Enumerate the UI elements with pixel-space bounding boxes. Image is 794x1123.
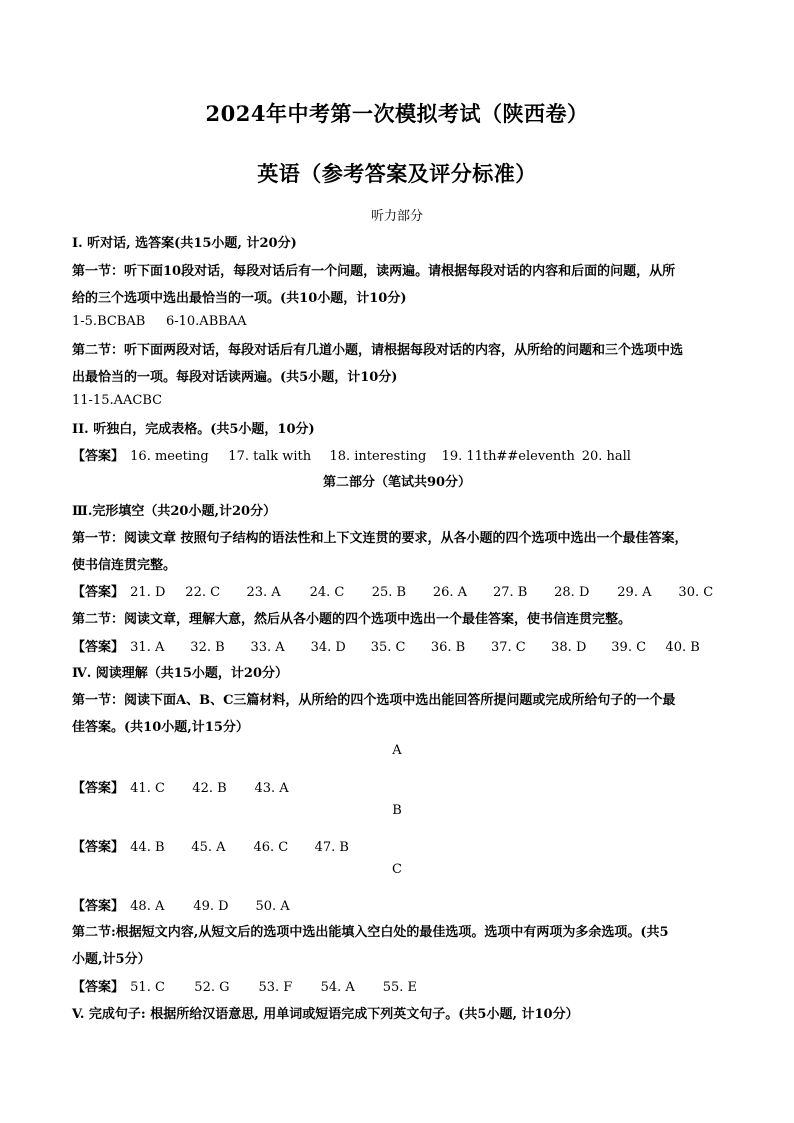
answer-label: 【答案】 (72, 449, 125, 464)
section-1-part1-line1: 第一节：听下面10段对话，每段对话后有一个问题，读两遍。请根据每段对话的内容和后面的问题，从所 (72, 264, 676, 279)
answer-label: 【答案】 (72, 585, 125, 600)
answer-item: 16. meeting (130, 449, 209, 464)
section-1-part2-line2: 出最恰当的一项。每段对话读两遍。(共5小题，计10分) (72, 370, 398, 385)
section-4-part2-line2: 小题,计5分） (72, 952, 151, 967)
passage-c-answers (72, 895, 732, 914)
answer-item: 37. C (491, 640, 526, 655)
section-4-part2-line1: 第二节:根据短文内容,从短文后的选项中选出能填入空白处的最佳选项。选项中有两项为多余选项。(共5 (72, 925, 669, 940)
answer-item: 30. C (678, 585, 714, 600)
answer-item: 43. A (254, 781, 289, 796)
passage-a-answers (72, 777, 732, 796)
section-1-part2-line1: 第二节：听下面两段对话，每段对话后有几道小题，请根据每段对话的内容，从所给的问题和三个选项中选 (72, 343, 684, 358)
exam-title: 2024年中考第一次模拟考试（陕西卷） (205, 101, 589, 126)
answer-item: 31. A (130, 640, 165, 655)
answer-item: 17. talk with (228, 449, 312, 464)
section-5-heading: V. 完成句子: 根据所给汉语意思, 用单词或短语完成下列英文句子。(共5小题, 计10分） (72, 1007, 579, 1022)
section-1-heading: I. 听对话, 选答案(共15小题, 计20分) (72, 236, 297, 251)
answer-item: 24. C (309, 585, 345, 600)
answer-item: 38. D (551, 640, 587, 655)
answer-item: 42. B (192, 781, 227, 796)
answer-item: 21. D (130, 585, 166, 600)
section-1-answers-1: 1-5.BCBAB 6-10.ABBAA (72, 314, 247, 329)
section-3-heading: Ⅲ.完形填空（共20小题,计20分） (72, 504, 277, 519)
answer-item: 55. E (382, 980, 418, 995)
answer-item: 51. C (130, 980, 165, 995)
answer-item: 45. A (191, 840, 226, 855)
answer-item: 40. B (665, 640, 700, 655)
answer-item: 23. A (246, 585, 281, 600)
answer-item: 48. A (130, 899, 165, 914)
section-4-part1-line2: 佳答案。(共10小题,计15分） (72, 720, 249, 735)
answer-item: 52. G (194, 980, 230, 995)
answer-item: 44. B (130, 840, 165, 855)
answer-label: 【答案】 (72, 781, 125, 796)
passage-b-label: B (392, 803, 402, 818)
section-3-part1-line1: 第一节：阅读文章 按照句子结构的语法性和上下文连贯的要求，从各小题的四个选项中选出一个最佳答案， (72, 531, 688, 546)
answer-label: 【答案】 (72, 640, 125, 655)
answer-item: 41. C (130, 781, 165, 796)
answer-item: 25. B (371, 585, 407, 600)
answer-item: 22. C (185, 585, 221, 600)
section-1-answers-2: 11-15.AACBC (72, 393, 163, 408)
answer-item: 49. D (193, 899, 229, 914)
section-4-part2-answers (72, 976, 732, 995)
section-3-answer-row-2 (72, 636, 732, 655)
answer-item: 33. A (250, 640, 285, 655)
answer-item: 34. D (310, 640, 346, 655)
answer-label: 【答案】 (72, 840, 125, 855)
passage-a-label: A (392, 743, 402, 758)
section-2-heading: II. 听独白，完成表格。(共5小题，10分) (72, 422, 315, 437)
section-1-part1-line2: 给的三个选项中选出最恰当的一项。(共10小题，计10分) (72, 291, 407, 306)
answer-item: 27. B (493, 585, 528, 600)
answer-item: 53. F (258, 980, 293, 995)
part-2-heading: 第二部分（笔试共90分） (322, 475, 472, 490)
answer-key-title: 英语（参考答案及评分标准） (257, 161, 537, 186)
answer-item: 28. D (554, 585, 590, 600)
answer-item: 47. B (314, 840, 349, 855)
answer-item: 50. A (255, 899, 290, 914)
section-3-part1-line2: 使书信连贯完整。 (72, 558, 177, 573)
answer-label: 【答案】 (72, 899, 125, 914)
answer-item: 39. C (611, 640, 647, 655)
section-4-part1-line1: 第一节：阅读下面A、B、C三篇材料，从所给的四个选项中选出能回答所提问题或完成所给句子的一个最 (72, 693, 676, 708)
section-2-answer-row (72, 445, 732, 464)
section-3-answer-row-1 (72, 581, 732, 600)
answer-item: 20. hall (581, 449, 631, 464)
answer-item: 54. A (320, 980, 355, 995)
section-4-heading: Ⅳ. 阅读理解（共15小题，计20分） (72, 666, 288, 681)
passage-b-answers (72, 836, 732, 855)
answer-item: 36. B (430, 640, 466, 655)
answer-item: 35. C (370, 640, 406, 655)
listening-part-label: 听力部分 (370, 209, 423, 224)
answer-item: 18. interesting (329, 449, 427, 464)
section-3-part2: 第二节：阅读文章，理解大意，然后从各小题的四个选项中选出一个最佳答案，使书信连贯完整。 (72, 612, 632, 627)
passage-c-label: C (392, 862, 402, 877)
answer-item: 32. B (190, 640, 225, 655)
answer-item: 46. C (253, 840, 289, 855)
answer-item: 26. A (432, 585, 468, 600)
answer-label: 【答案】 (72, 980, 125, 995)
answer-item: 19. 11th##eleventh (441, 449, 575, 464)
answer-item: 29. A (617, 585, 652, 600)
